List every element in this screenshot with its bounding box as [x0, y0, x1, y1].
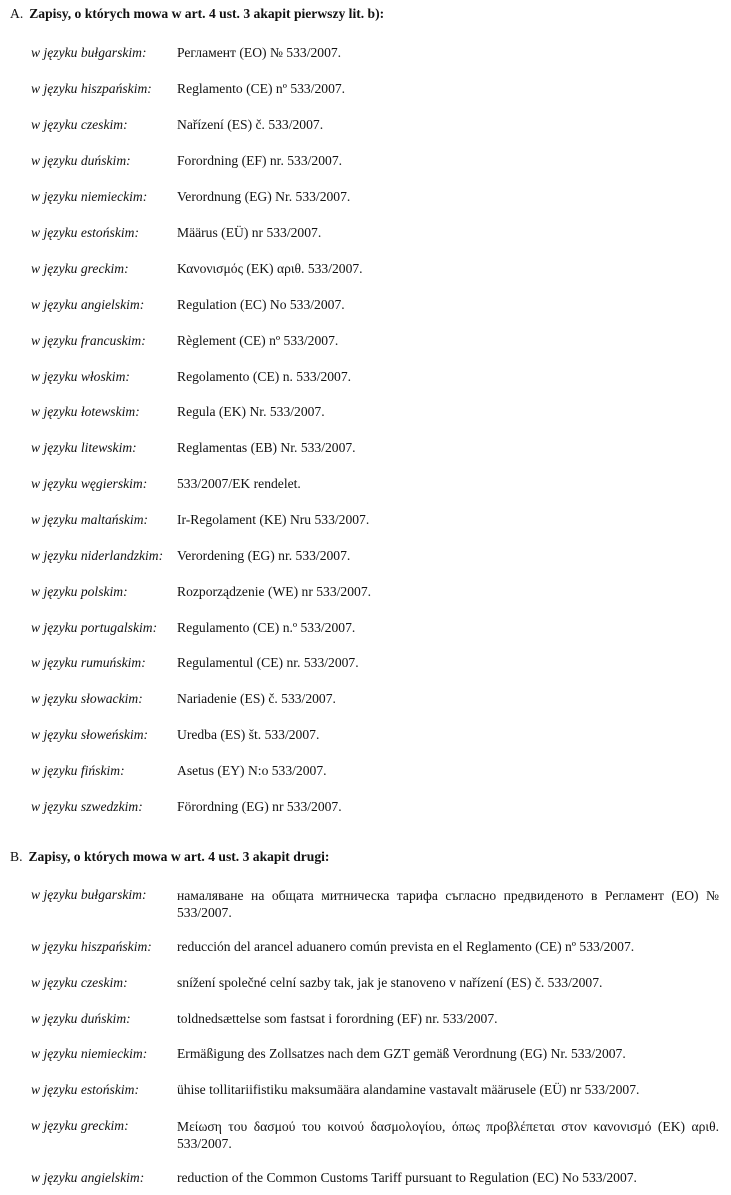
- language-label: w języku niemieckim:: [31, 189, 148, 204]
- language-label: w języku angielskim:: [31, 297, 145, 312]
- language-label: w języku niemieckim:: [31, 1046, 148, 1061]
- language-label: w języku hiszpańskim:: [31, 81, 152, 96]
- regulation-reference: Forordning (EF) nr. 533/2007.: [177, 153, 343, 168]
- regulation-reference: Asetus (EY) N:o 533/2007.: [177, 763, 327, 778]
- regulation-reference: 533/2007/EK rendelet.: [177, 476, 301, 491]
- language-label: w języku fińskim:: [31, 763, 125, 778]
- regulation-reference: Reglamentas (EB) Nr. 533/2007.: [177, 440, 356, 455]
- regulation-reference: Regula (EK) Nr. 533/2007.: [177, 404, 325, 419]
- regulation-reference: Förordning (EG) nr 533/2007.: [177, 799, 342, 814]
- language-label: w języku szwedzkim:: [31, 799, 143, 814]
- section-b-heading: [10, 849, 329, 865]
- regulation-reference: Regulamento (CE) n.º 533/2007.: [177, 620, 356, 635]
- regulation-reference: Uredba (ES) št. 533/2007.: [177, 727, 320, 742]
- regulation-reference: Reglamento (CE) nº 533/2007.: [177, 81, 346, 96]
- language-label: w języku bułgarskim:: [31, 887, 147, 902]
- language-label: w języku czeskim:: [31, 975, 128, 990]
- section-a-title: Zapisy, o których mowa w art. 4 ust. 3 akapit pierwszy lit. b):: [29, 6, 385, 21]
- language-label: w języku włoskim:: [31, 369, 130, 384]
- regulation-reference: Verordnung (EG) Nr. 533/2007.: [177, 189, 351, 204]
- language-label: w języku słoweńskim:: [31, 727, 149, 742]
- section-b-letter: B.: [10, 849, 23, 864]
- language-label: w języku greckim:: [31, 261, 129, 276]
- language-label: w języku węgierskim:: [31, 476, 148, 491]
- language-label: w języku polskim:: [31, 584, 128, 599]
- language-label: w języku portugalskim:: [31, 620, 158, 635]
- tariff-statement: snížení společné celní sazby tak, jak je stanoveno v nařízení (ES) č. 533/2007.: [177, 975, 603, 990]
- regulation-reference: Ir-Regolament (KE) Nru 533/2007.: [177, 512, 370, 527]
- language-label: w języku niderlandzkim:: [31, 548, 164, 563]
- tariff-statement: toldnedsættelse som fastsat i forordning (EF) nr. 533/2007.: [177, 1011, 498, 1026]
- regulation-reference: Règlement (CE) nº 533/2007.: [177, 333, 339, 348]
- regulation-reference: Nariadenie (ES) č. 533/2007.: [177, 691, 336, 706]
- tariff-statement: Ermäßigung des Zollsatzes nach dem GZT gemäß Verordnung (EG) Nr. 533/2007.: [177, 1046, 626, 1061]
- language-label: w języku francuskim:: [31, 333, 146, 348]
- tariff-statement: намаляване на общата митническа тарифа съгласно предвиденото в Регламент (ЕО) № 533/2007.: [177, 888, 719, 920]
- regulation-reference: Regolamento (CE) n. 533/2007.: [177, 369, 352, 384]
- language-label: w języku hiszpańskim:: [31, 939, 152, 954]
- language-label: w języku łotewskim:: [31, 404, 140, 419]
- regulation-reference: Verordening (EG) nr. 533/2007.: [177, 548, 351, 563]
- section-a-heading: [10, 6, 384, 22]
- language-label: w języku estońskim:: [31, 225, 139, 240]
- regulation-reference: Regulamentul (CE) nr. 533/2007.: [177, 655, 359, 670]
- tariff-statement: ühise tollitariifistiku maksumäära alandamine vastavalt määrusele (EÜ) nr 533/2007.: [177, 1082, 640, 1097]
- regulation-reference: Rozporządzenie (WE) nr 533/2007.: [177, 584, 372, 599]
- language-label: w języku rumuńskim:: [31, 655, 146, 670]
- tariff-statement: Μείωση του δασμού του κοινού δασμολογίου, όπως προβλέπεται στον κανονισμό (ΕΚ) αριθ. 533/2007.: [177, 1119, 719, 1151]
- section-b-title: Zapisy, o których mowa w art. 4 ust. 3 akapit drugi:: [28, 849, 330, 864]
- tariff-statement: reducción del arancel aduanero común prevista en el Reglamento (CE) nº 533/2007.: [177, 939, 635, 954]
- language-label: w języku duńskim:: [31, 1011, 131, 1026]
- section-a-letter: A.: [10, 6, 24, 21]
- regulation-reference: Regulation (EC) No 533/2007.: [177, 297, 345, 312]
- regulation-reference: Määrus (EÜ) nr 533/2007.: [177, 225, 322, 240]
- language-label: w języku litewskim:: [31, 440, 137, 455]
- language-label: w języku maltańskim:: [31, 512, 149, 527]
- regulation-reference: Nařízení (ES) č. 533/2007.: [177, 117, 324, 132]
- language-label: w języku bułgarskim:: [31, 45, 147, 60]
- regulation-reference: Κανονισμός (ΕΚ) αριθ. 533/2007.: [177, 261, 363, 276]
- language-label: w języku angielskim:: [31, 1170, 145, 1185]
- language-label: w języku czeskim:: [31, 117, 128, 132]
- language-label: w języku duńskim:: [31, 153, 131, 168]
- language-label: w języku słowackim:: [31, 691, 143, 706]
- language-label: w języku greckim:: [31, 1118, 129, 1133]
- regulation-reference: Регламент (ЕО) № 533/2007.: [177, 45, 342, 60]
- language-label: w języku estońskim:: [31, 1082, 139, 1097]
- tariff-statement: reduction of the Common Customs Tariff pursuant to Regulation (EC) No 533/2007.: [177, 1170, 637, 1185]
